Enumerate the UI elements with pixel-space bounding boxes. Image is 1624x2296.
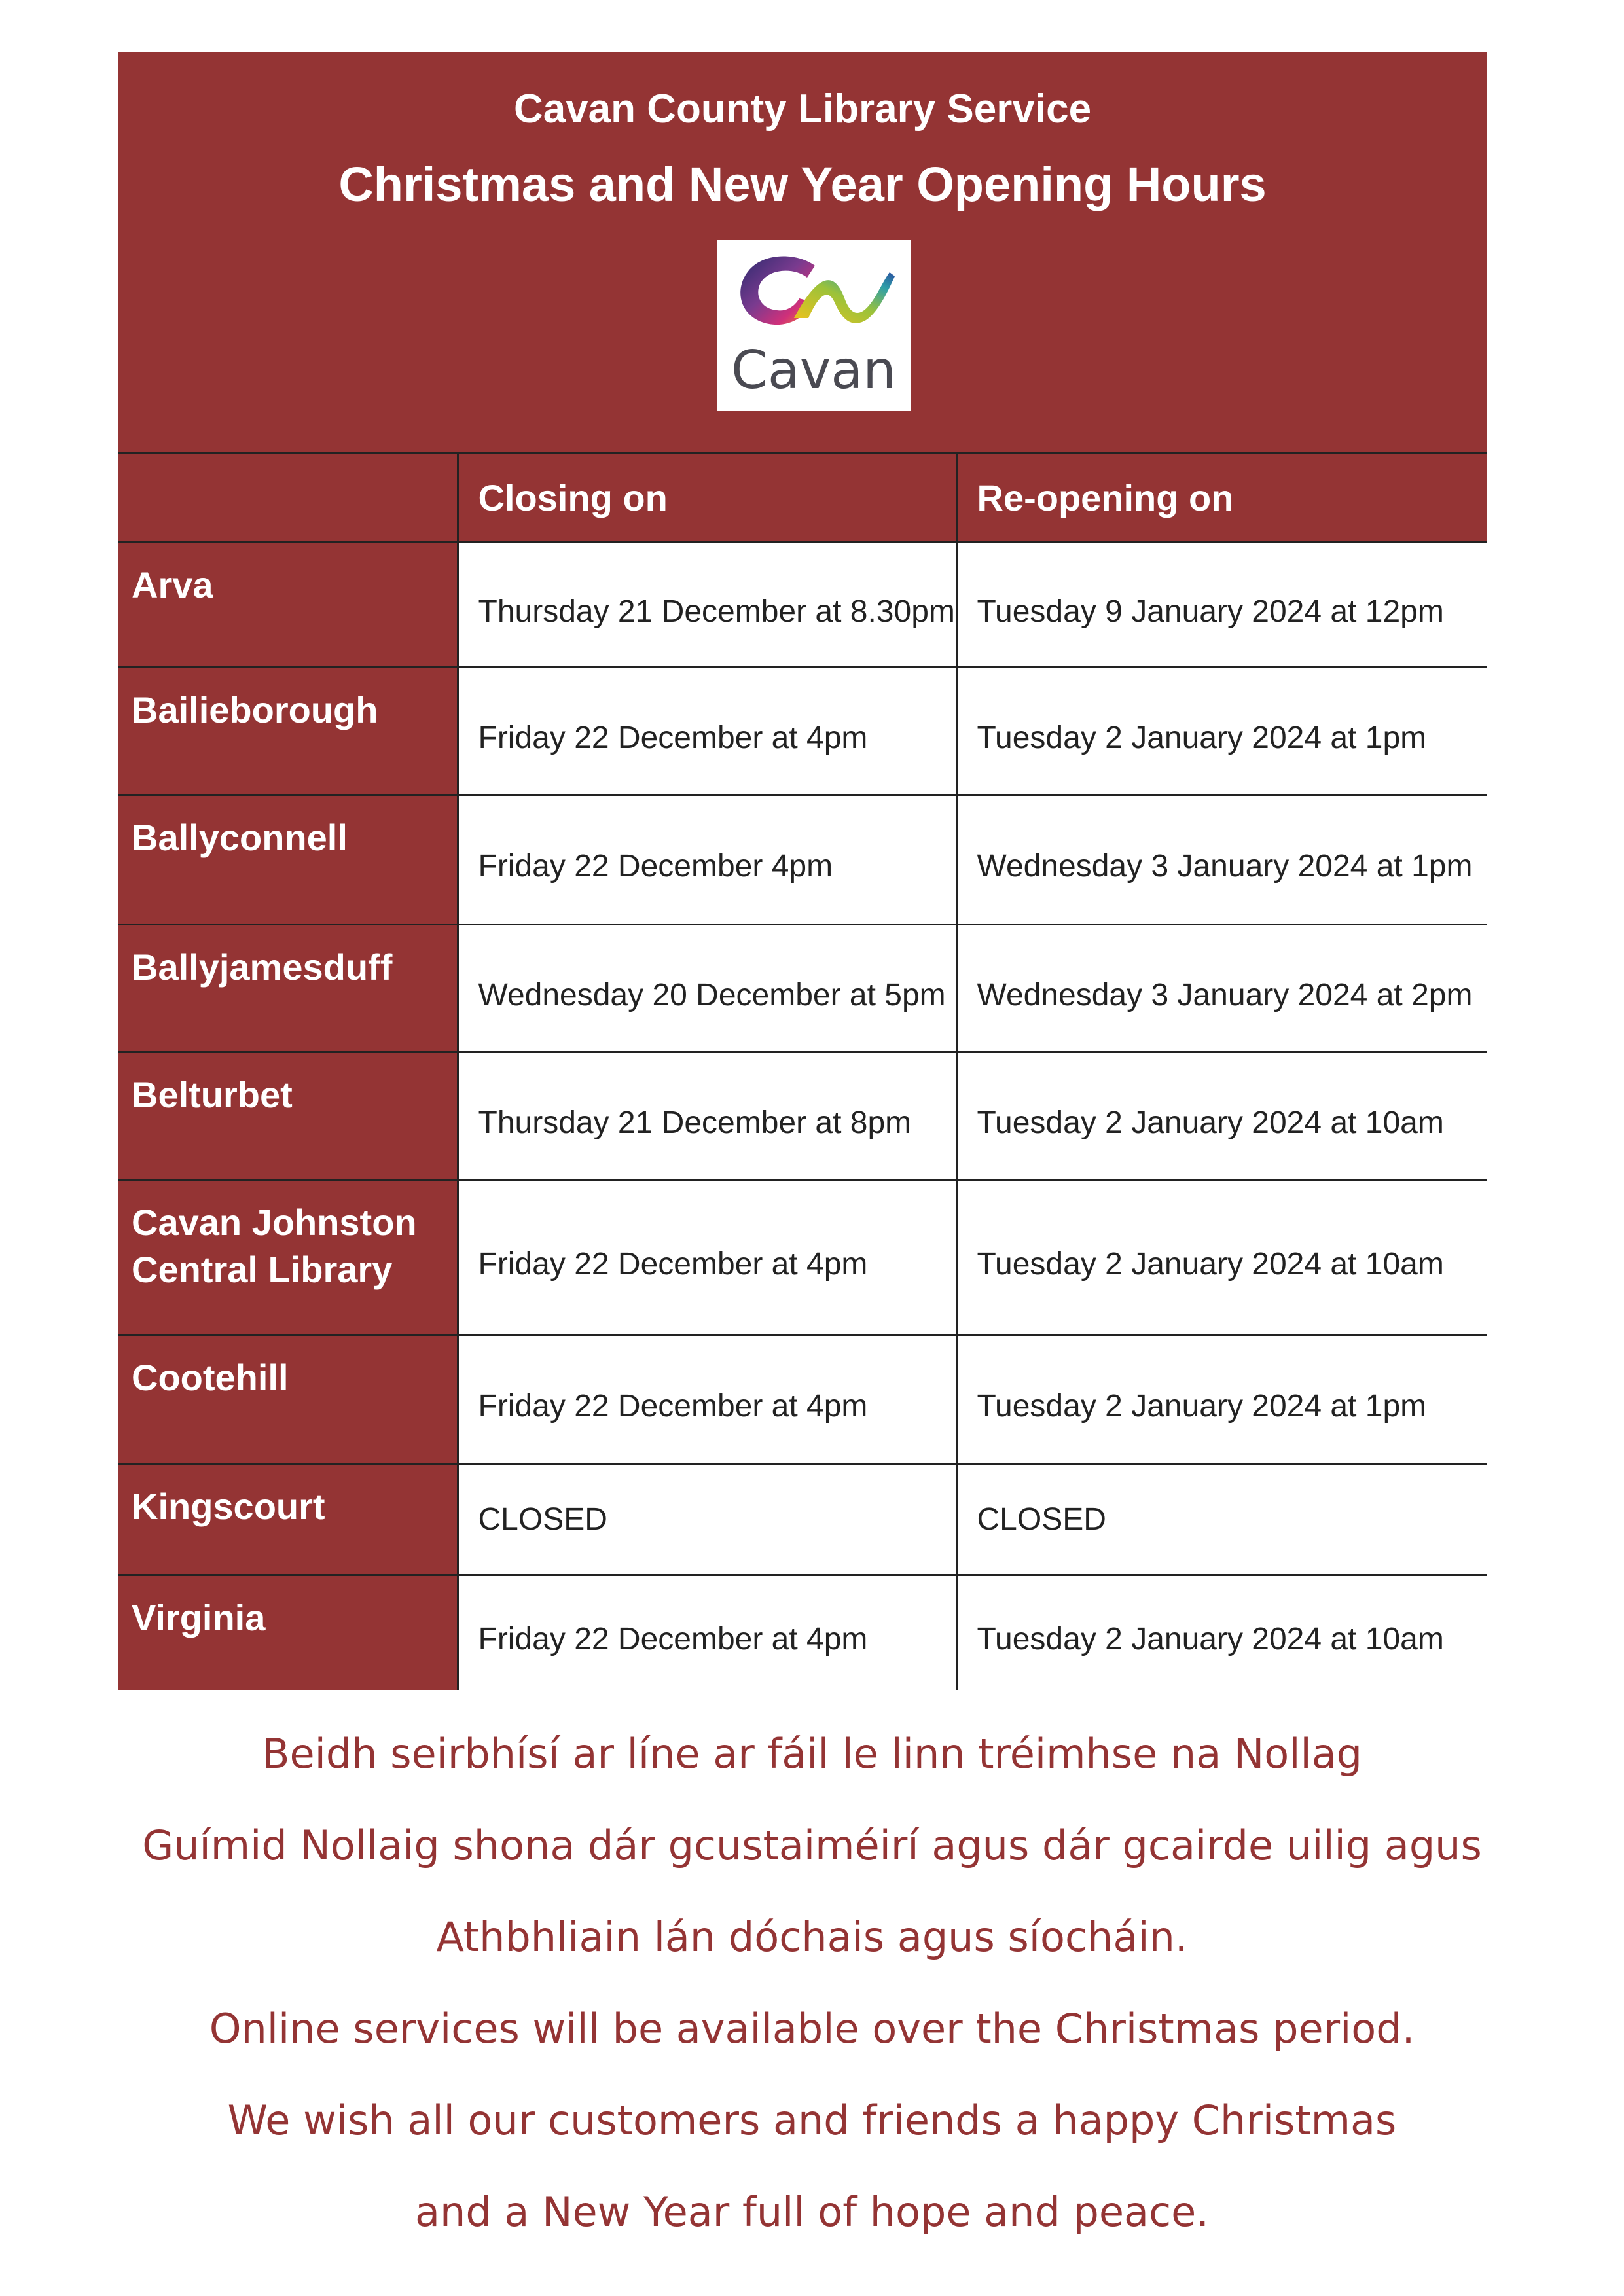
table-row [118, 925, 1487, 1052]
closing-time: Thursday 21 December at 8.30pm [458, 543, 956, 668]
column-header-library [118, 453, 458, 543]
cavan-logo [717, 240, 911, 411]
footer-line-irish-online: Beidh seirbhísí ar líne ar fáil le linn tréimhse na Nollag [261, 1730, 1363, 1778]
library-name: Belturbet [118, 1052, 458, 1180]
reopening-time: Tuesday 2 January 2024 at 10am [956, 1575, 1487, 1690]
reopening-time: Tuesday 2 January 2024 at 10am [956, 1180, 1487, 1335]
library-name: Cootehill [118, 1335, 458, 1464]
table-header-row [118, 453, 1487, 543]
column-header-reopening: Re-opening on [956, 453, 1487, 543]
library-name: Ballyconnell [118, 795, 458, 925]
table-row [118, 1464, 1487, 1575]
closing-time: Friday 22 December at 4pm [458, 1180, 956, 1335]
reopening-time: Tuesday 2 January 2024 at 1pm [956, 668, 1487, 795]
library-name: Bailieborough [118, 668, 458, 795]
notice-header [118, 52, 1487, 452]
reopening-time: Wednesday 3 January 2024 at 2pm [956, 925, 1487, 1052]
footer-line-online: Online services will be available over the Christmas period. [209, 2005, 1415, 2053]
column-header-closing: Closing on [458, 453, 956, 543]
table-row [118, 1575, 1487, 1690]
closing-time: Friday 22 December at 4pm [458, 1575, 956, 1690]
closing-time: Wednesday 20 December at 5pm [458, 925, 956, 1052]
logo-wordmark: Cavan [731, 340, 896, 401]
library-name: Cavan Johnston Central Library [118, 1180, 458, 1335]
footer-line-irish-newyear: Athbhliain lán dóchais agus síocháin. [436, 1913, 1188, 1961]
reopening-time: Wednesday 3 January 2024 at 1pm [956, 795, 1487, 925]
main-title: Christmas and New Year Opening Hours [338, 157, 1267, 211]
reopening-time: Tuesday 2 January 2024 at 1pm [956, 1335, 1487, 1464]
library-name: Virginia [118, 1575, 458, 1690]
closing-time: CLOSED [458, 1464, 956, 1575]
library-name: Arva [118, 543, 458, 668]
table-row [118, 543, 1487, 668]
table-row [118, 1335, 1487, 1464]
footer-line-irish-greeting: Guímid Nollaig shona dár gcustaiméirí agus dár gcairde uilig agus [142, 1821, 1482, 1869]
opening-hours-table [118, 452, 1487, 1690]
table-row [118, 1052, 1487, 1180]
library-name: Kingscourt [118, 1464, 458, 1575]
footer-line-greeting: We wish all our customers and friends a happy Christmas [227, 2096, 1397, 2144]
closing-time: Friday 22 December at 4pm [458, 1335, 956, 1464]
cavan-swirl-icon [717, 240, 911, 344]
table-row [118, 668, 1487, 795]
reopening-time: Tuesday 2 January 2024 at 10am [956, 1052, 1487, 1180]
reopening-time: Tuesday 9 January 2024 at 12pm [956, 543, 1487, 668]
opening-hours-notice [118, 52, 1487, 1690]
footer-line-newyear: and a New Year full of hope and peace. [415, 2188, 1209, 2236]
library-name: Ballyjamesduff [118, 925, 458, 1052]
table-row [118, 1180, 1487, 1335]
table-row [118, 795, 1487, 925]
closing-time: Friday 22 December at 4pm [458, 668, 956, 795]
reopening-time: CLOSED [956, 1464, 1487, 1575]
closing-time: Thursday 21 December at 8pm [458, 1052, 956, 1180]
closing-time: Friday 22 December 4pm [458, 795, 956, 925]
footer-message [0, 1708, 1624, 2258]
org-title: Cavan County Library Service [513, 86, 1092, 132]
